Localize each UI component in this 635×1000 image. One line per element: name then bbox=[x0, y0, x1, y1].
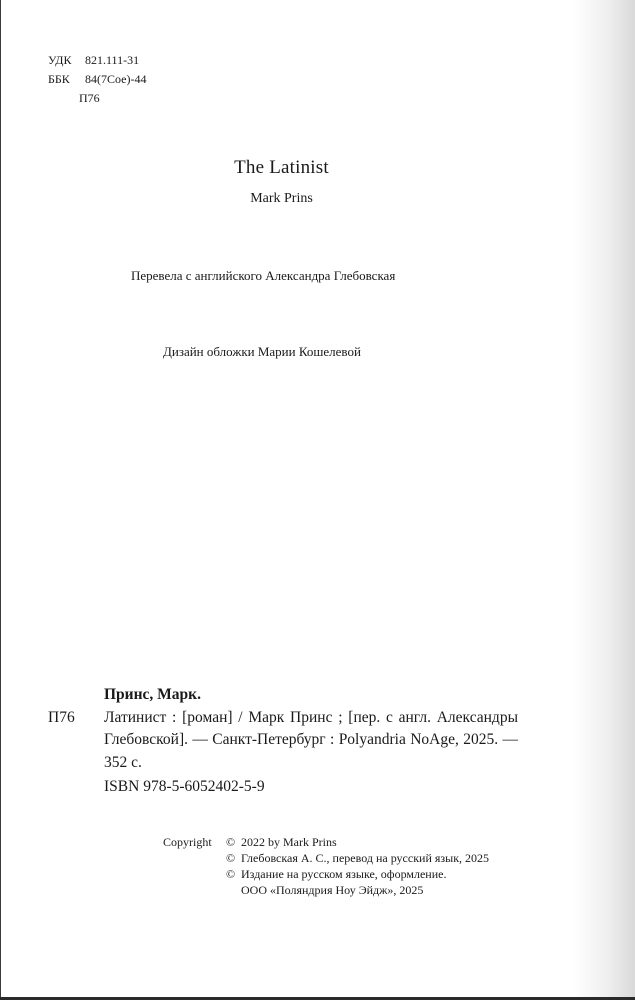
catalog-codes bbox=[48, 51, 146, 108]
copyright-line bbox=[163, 882, 489, 898]
copyright-text: ООО «Поляндрия Ноу Эйдж», 2025 bbox=[241, 883, 424, 897]
copyright-block bbox=[163, 834, 489, 898]
udk-value: 821.111-31 bbox=[85, 53, 140, 67]
author-index-row bbox=[48, 89, 146, 108]
bibliographic-record bbox=[48, 684, 518, 799]
page-left-edge bbox=[0, 0, 1, 1000]
copyright-symbol: © bbox=[226, 835, 236, 849]
record-cipher: П76 bbox=[48, 708, 75, 726]
cover-designer-credit: Дизайн обложки Марии Кошелевой bbox=[163, 344, 361, 359]
bbk-label: ББК bbox=[48, 72, 70, 86]
book-title: The Latinist bbox=[234, 157, 329, 178]
isbn: ISBN 978-5-6052402-5-9 bbox=[104, 778, 265, 795]
copyright-text: 2022 by Mark Prins bbox=[241, 835, 337, 849]
record-heading: Принс, Марк. bbox=[104, 686, 201, 703]
page-fold-shadow bbox=[573, 0, 635, 1000]
author-index: П76 bbox=[79, 91, 100, 105]
record-description: Латинист : [роман] / Марк Принс ; [пер. с англ. Александры Глебовской]. — Санкт-Петербург : Polyandria NoAge, 2025. — 352 с. bbox=[104, 708, 518, 771]
udk-label: УДК bbox=[48, 53, 72, 67]
copyright-text: Глебовская А. С., перевод на русский язык, 2025 bbox=[241, 851, 490, 865]
copyright-label: Copyright bbox=[163, 835, 212, 849]
copyright-line bbox=[163, 866, 489, 882]
translator-credit: Перевела с английского Александра Глебовская bbox=[131, 268, 396, 283]
record-body bbox=[48, 707, 518, 775]
copyright-text: Издание на русском языке, оформление. bbox=[241, 867, 447, 881]
udk-row bbox=[48, 51, 146, 70]
copyright-line bbox=[163, 834, 489, 850]
copyright-symbol: © bbox=[226, 867, 236, 881]
copyright-symbol: © bbox=[226, 851, 236, 865]
bbk-value: 84(7Сое)-44 bbox=[85, 72, 147, 86]
book-author: Mark Prins bbox=[250, 191, 313, 206]
copyright-line bbox=[163, 850, 489, 866]
bbk-row bbox=[48, 70, 146, 89]
